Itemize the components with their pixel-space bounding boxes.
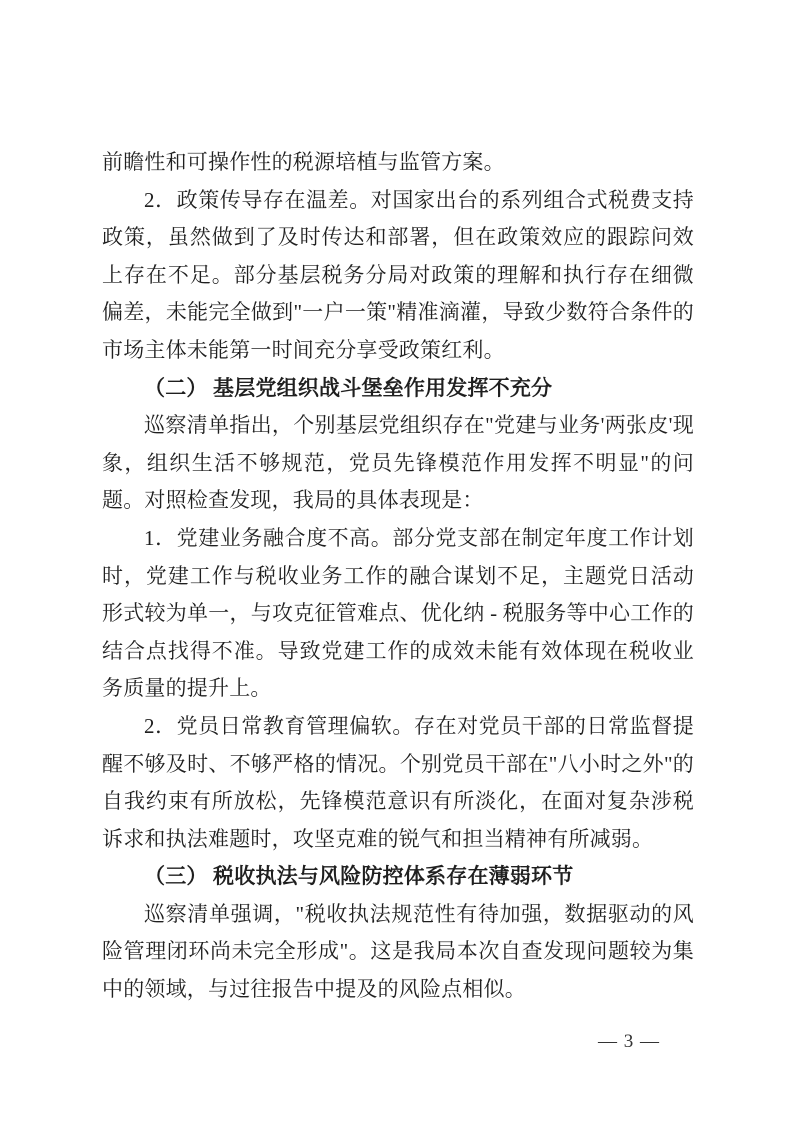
- section-heading-tax-enforcement-risk: （三） 税收执法与风险防控体系存在薄弱环节: [144, 864, 574, 889]
- document-body: [102, 144, 694, 1009]
- paragraph-enforcement-risk-findings: 巡察清单强调，"税收执法规范性有待加强，数据驱动的风险管理闭环尚未完全形成"。这是我局本次自查发现问题较为集中的领域，与过往报告中提及的风险点相似。: [102, 901, 694, 1002]
- paragraph-party-business-integration: 1．党建业务融合度不高。部分党支部在制定年度工作计划时，党建工作与税收业务工作的融合谋划不足，主题党日活动形式较为单一，与攻克征管难点、优化纳 - 税服务等中心工作的结合点找得不准。导致党建工作的成效未能有效体现在税收业务质量的提升上。: [102, 525, 694, 701]
- paragraph-member-education-management: 2．党员日常教育管理偏软。存在对党员干部的日常监督提醒不够及时、不够严格的情况。个别党员干部在"八小时之外"的自我约束有所放松，先锋模范意识有所淡化，在面对复杂涉税诉求和执法难题时，攻坚克难的锐气和担当精神有所减弱。: [102, 713, 694, 851]
- section-heading-party-organization: （二） 基层党组织战斗堡垒作用发挥不充分: [144, 375, 553, 400]
- page-number: — 3 —: [598, 1031, 660, 1052]
- paragraph-inspection-list-findings: 巡察清单指出，个别基层党组织存在"党建与业务'两张皮'现象，组织生活不够规范，党员先锋模范作用发挥不明显"的问题。对照检查发现，我局的具体表现是：: [102, 413, 694, 513]
- paragraph-continuation: 前瞻性和可操作性的税源培植与监管方案。: [102, 150, 505, 174]
- paragraph-policy-transmission: 2．政策传导存在温差。对国家出台的系列组合式税费支持政策，虽然做到了及时传达和部署，但在政策效应的跟踪问效上存在不足。部分基层税务分局对政策的理解和执行存在细微偏差，未能完全做到"一户一策"精准滴灌，导致少数符合条件的市场主体未能第一时间充分享受政策红利。: [102, 187, 694, 362]
